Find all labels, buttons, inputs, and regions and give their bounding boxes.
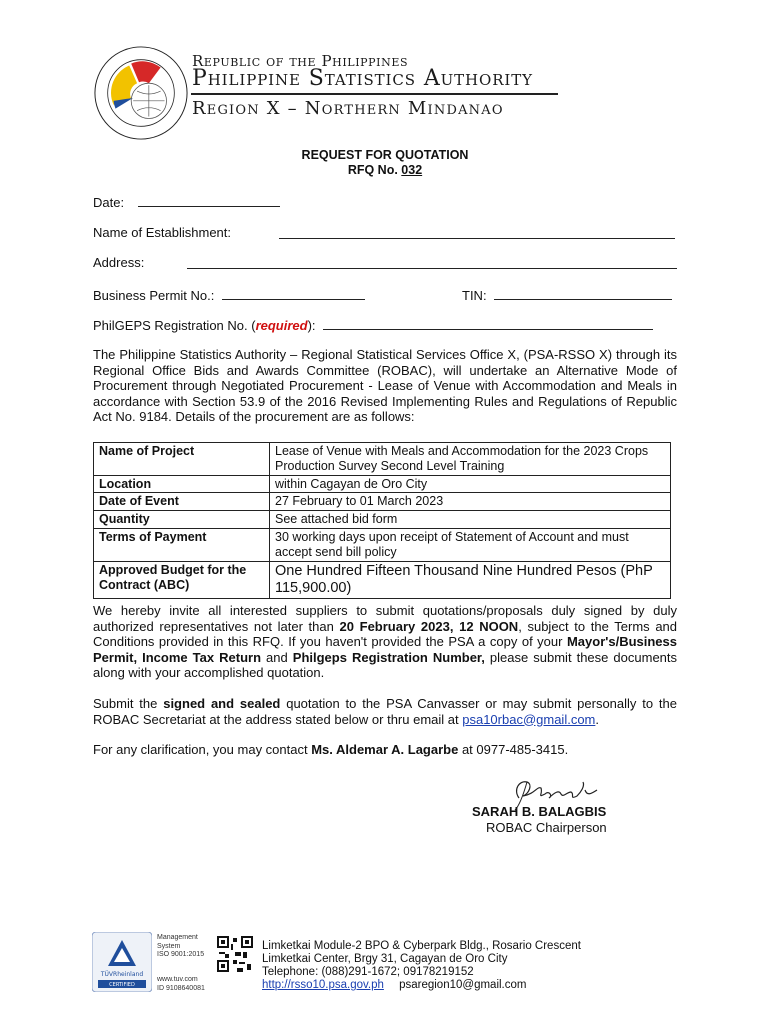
footer-address-line1: Limketkai Module-2 BPO & Cyberpark Bldg., Rosario Crescent bbox=[262, 940, 581, 952]
invite-text: and bbox=[261, 649, 293, 665]
mgmt-line: System bbox=[157, 942, 181, 950]
business-permit-field bbox=[93, 287, 365, 303]
header-agency: Philippine Statistics Authority bbox=[192, 66, 533, 91]
document-title: REQUEST FOR QUOTATION bbox=[301, 148, 469, 162]
submission-paragraph bbox=[93, 696, 677, 727]
rfq-number: 032 bbox=[401, 163, 423, 177]
detail-value: Lease of Venue with Meals and Accommodation for the 2023 Crops Production Survey Second Level Training bbox=[270, 443, 671, 476]
procurement-details-table bbox=[93, 442, 671, 599]
contact-text: For any clarification, you may contact bbox=[93, 742, 312, 757]
philgeps-label-post: ): bbox=[307, 318, 316, 333]
required-marker: required bbox=[255, 318, 308, 333]
address-label: Address: bbox=[93, 255, 145, 270]
detail-key: Date of Event bbox=[94, 493, 270, 511]
detail-value: See attached bid form bbox=[270, 511, 671, 529]
table-row bbox=[94, 493, 671, 511]
address-field bbox=[93, 255, 144, 270]
signed-sealed: signed and sealed bbox=[163, 696, 281, 711]
footer-telephone: Telephone: (088)291-1672; 09178219152 bbox=[262, 966, 474, 978]
invite-text: please submit these documents along with your accomplished quotation. bbox=[93, 649, 678, 680]
business-permit-blank[interactable] bbox=[222, 287, 365, 300]
header-region: Region X – Northern Mindanao bbox=[192, 98, 504, 119]
submit-text: . bbox=[595, 711, 600, 727]
certificate-id bbox=[157, 976, 205, 993]
address-blank[interactable] bbox=[187, 256, 677, 269]
cert-label: CERTIFIED bbox=[109, 982, 135, 988]
philgeps-doc: Philgeps Registration Number, bbox=[292, 649, 485, 665]
invitation-paragraph bbox=[93, 603, 677, 681]
business-permit-label: Business Permit No.: bbox=[93, 288, 215, 303]
table-row bbox=[94, 443, 671, 476]
establishment-label: Name of Establishment: bbox=[93, 225, 232, 240]
intro-paragraph: The Philippine Statistics Authority – Regional Statistical Services Office X, (PSA-RSSO X) through its Regional Office Bids and Awards Committee (ROBAC), will undertake an Alternative Mode of Procurement through Negotiated Procurement - Lease of Venue with Accommodation and Meals in accordance with Section 53.9 of the 2016 Revised Implementing Rules and Regulations of Republic Act No. 9184. Details of the procurement are as follows: bbox=[93, 347, 677, 424]
table-row bbox=[94, 511, 671, 529]
establishment-field bbox=[93, 225, 231, 240]
detail-value: One Hundred Fifteen Thousand Nine Hundred Pesos (PhP 115,900.00) bbox=[270, 562, 671, 599]
submit-text: Submit the bbox=[93, 696, 164, 711]
table-row bbox=[94, 529, 671, 562]
philgeps-blank[interactable] bbox=[323, 317, 653, 330]
qr-code-icon[interactable] bbox=[215, 934, 255, 974]
tin-blank[interactable] bbox=[494, 287, 672, 300]
mgmt-line: ISO 9001:2015 bbox=[157, 951, 205, 958]
philgeps-field bbox=[93, 317, 653, 333]
date-label: Date: bbox=[93, 195, 125, 210]
establishment-blank[interactable] bbox=[279, 226, 675, 239]
philgeps-label-pre: PhilGEPS Registration No. ( bbox=[93, 318, 256, 333]
date-blank[interactable] bbox=[138, 194, 280, 207]
tin-field bbox=[462, 287, 672, 303]
detail-key: Approved Budget for the Contract (ABC) bbox=[94, 562, 270, 599]
header-divider bbox=[191, 93, 558, 95]
tuv-certification-logo bbox=[92, 932, 152, 992]
management-system-note bbox=[157, 934, 204, 960]
signatory-position: ROBAC Chairperson bbox=[486, 820, 607, 835]
invite-text: We hereby invite all interested suppliers to submit quotations/proposals duly signed by duly authorized representatives not later than bbox=[93, 603, 677, 634]
website-link[interactable]: http://rsso10.psa.gov.ph bbox=[262, 979, 384, 991]
rfq-number-line bbox=[0, 163, 770, 177]
invite-text: , subject to the Terms and Conditions provided in this RFQ. If you haven't provided the PSA a copy of your bbox=[93, 618, 678, 649]
cert-brand: TÜVRheinland bbox=[100, 971, 144, 978]
detail-key: Terms of Payment bbox=[94, 529, 270, 562]
contact-paragraph bbox=[93, 742, 677, 758]
table-row bbox=[94, 476, 671, 493]
tin-label: TIN: bbox=[462, 288, 487, 303]
detail-value: 30 working days upon receipt of Statement of Account and must accept send bill policy bbox=[270, 529, 671, 562]
footer-email[interactable]: psaregion10@gmail.com bbox=[399, 979, 527, 991]
detail-value: within Cagayan de Oro City bbox=[270, 476, 671, 493]
detail-key: Location bbox=[94, 476, 270, 493]
robac-email-link[interactable]: psa10rbac@gmail.com bbox=[462, 711, 596, 727]
submit-text: quotation to the PSA Canvasser or may submit personally to the ROBAC Secretariat at the address stated below or thru email at bbox=[93, 696, 677, 727]
deadline: 20 February 2023, 12 NOON bbox=[339, 618, 519, 634]
footer-address-line2: Limketkai Center, Brgy 31, Cagayan de Oro City bbox=[262, 953, 508, 965]
date-field bbox=[93, 194, 280, 210]
signatory-name: SARAH B. BALAGBIS bbox=[472, 804, 607, 819]
detail-key: Name of Project bbox=[94, 443, 270, 476]
mgmt-id: ID 9108640081 bbox=[157, 984, 205, 992]
contact-person: Ms. Aldemar A. Lagarbe bbox=[311, 742, 459, 757]
header-republic: Republic of the Philippines bbox=[192, 52, 409, 70]
detail-value: 27 February to 01 March 2023 bbox=[270, 493, 671, 511]
mgmt-line: Management bbox=[157, 934, 198, 941]
detail-key: Quantity bbox=[94, 511, 270, 529]
table-row bbox=[94, 562, 671, 599]
mgmt-web: www.tuv.com bbox=[157, 976, 198, 983]
rfq-prefix: RFQ No. bbox=[347, 163, 402, 177]
contact-text: at 0977-485-3415. bbox=[458, 742, 569, 757]
footer-links bbox=[262, 979, 526, 992]
psa-seal-logo bbox=[92, 44, 190, 142]
required-docs: Mayor's/Business Permit, Income Tax Return bbox=[93, 634, 677, 665]
